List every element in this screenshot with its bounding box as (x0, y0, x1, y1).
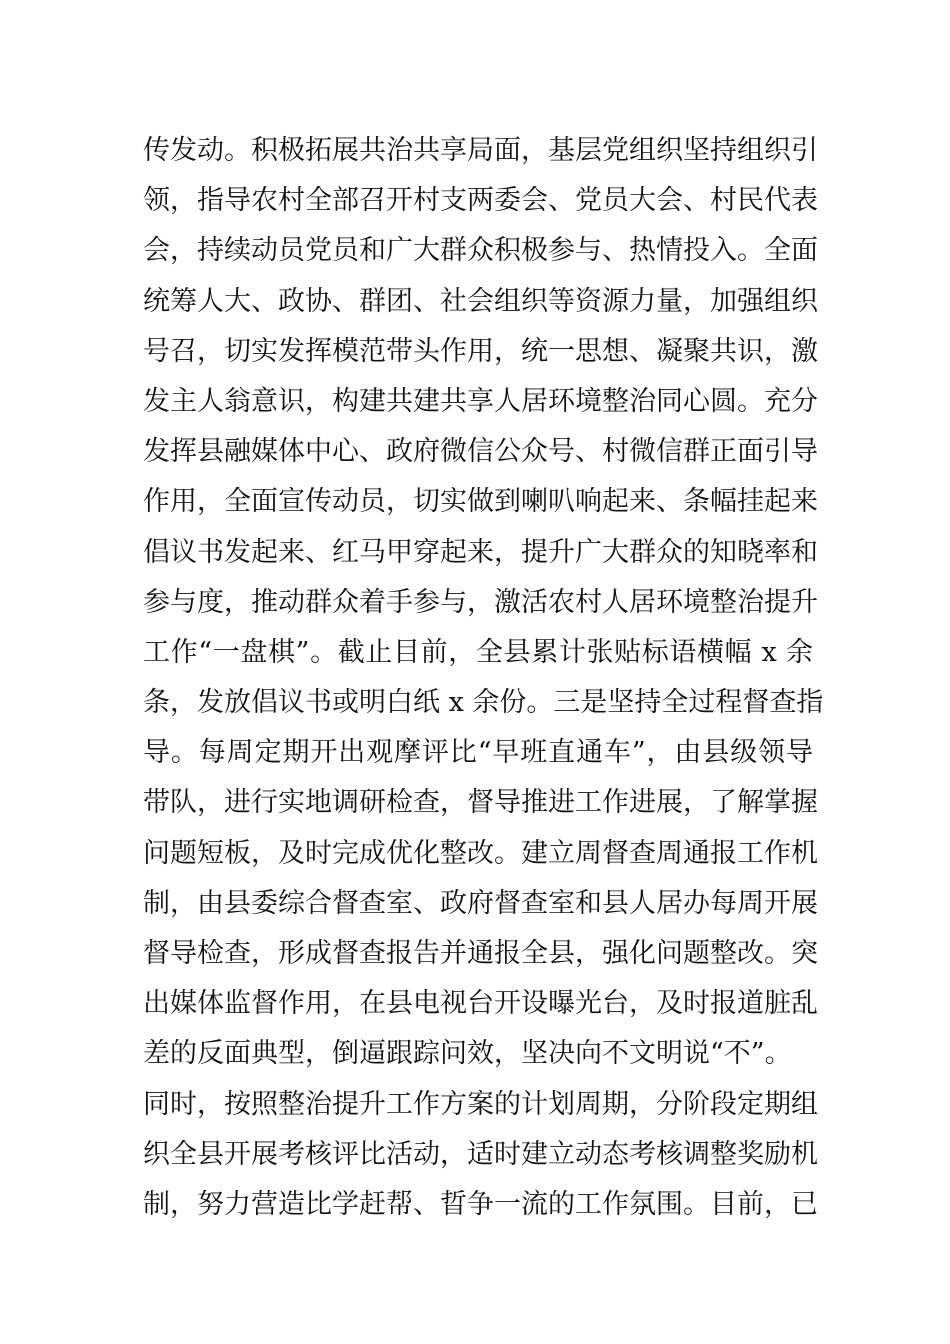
text-line: 同时，按照整治提升工作方案的计划周期，分阶段定期组 (143, 1088, 818, 1120)
text-line: 督导检查，形成督查报告并通报全县，强化问题整改。突 (143, 938, 818, 969)
text-line: 发挥县融媒体中心、政府微信公众号、村微信群正面引导 (143, 436, 818, 468)
text-line: 会，持续动员党员和广大群众积极参与、热情投入。全面 (143, 235, 818, 267)
text-line: 作用，全面宣传动员，切实做到喇叭响起来、条幅挂起来 (143, 486, 818, 518)
text-line: 传发动。积极拓展共治共享局面，基层党组织坚持组织引 (143, 135, 818, 166)
text-line: 出媒体监督作用，在县电视台开设曝光台，及时报道脏乱 (143, 988, 818, 1020)
text-line: 制，努力营造比学赶帮、晢争一流的工作氛围。目前，已 (143, 1188, 818, 1220)
text-line: 统筹人大、政协、群团、社会组织等资源力量，加强组织 (143, 285, 818, 317)
text-line: 工作“一盘棋”。截止目前，全县累计张贴标语横幅 x 余 (143, 636, 813, 668)
text-line: 导。每周定期开出观摩评比“早班直通车”，由县级领导 (143, 737, 813, 769)
text-line: 发主人翁意识，构建共建共享人居环境整治同心圆。充分 (143, 385, 818, 417)
text-line: 问题短板，及时完成优化整改。建立周督查周通报工作机 (143, 837, 818, 869)
text-line: 参与度，推动群众着手参与，激活农村人居环境整治提升 (143, 586, 818, 618)
text-line: 倡议书发起来、红马甲穿起来，提升广大群众的知晓率和 (143, 536, 818, 568)
text-line: 带队，进行实地调研检查，督导推进工作进展，了解掌握 (143, 787, 818, 819)
text-line: 织全县开展考核评比活动，适时建立动态考核调整奖励机 (143, 1138, 818, 1170)
text-line: 号召，切实发挥模范带头作用，统一思想、凝聚共识，激 (143, 335, 818, 367)
text-line: 制，由县委综合督查室、政府督查室和县人居办每周开展 (143, 887, 818, 919)
body-paragraph (143, 126, 824, 1230)
text-line: 差的反面典型，倒逼跟踪问效，坚决向不文明说“不”。 (143, 1038, 792, 1070)
text-line: 领，指导农村全部召开村支两委会、党员大会、村民代表 (143, 185, 818, 217)
text-line: 条，发放倡议书或明白纸 x 余份。三是坚持全过程督查指 (143, 687, 824, 719)
